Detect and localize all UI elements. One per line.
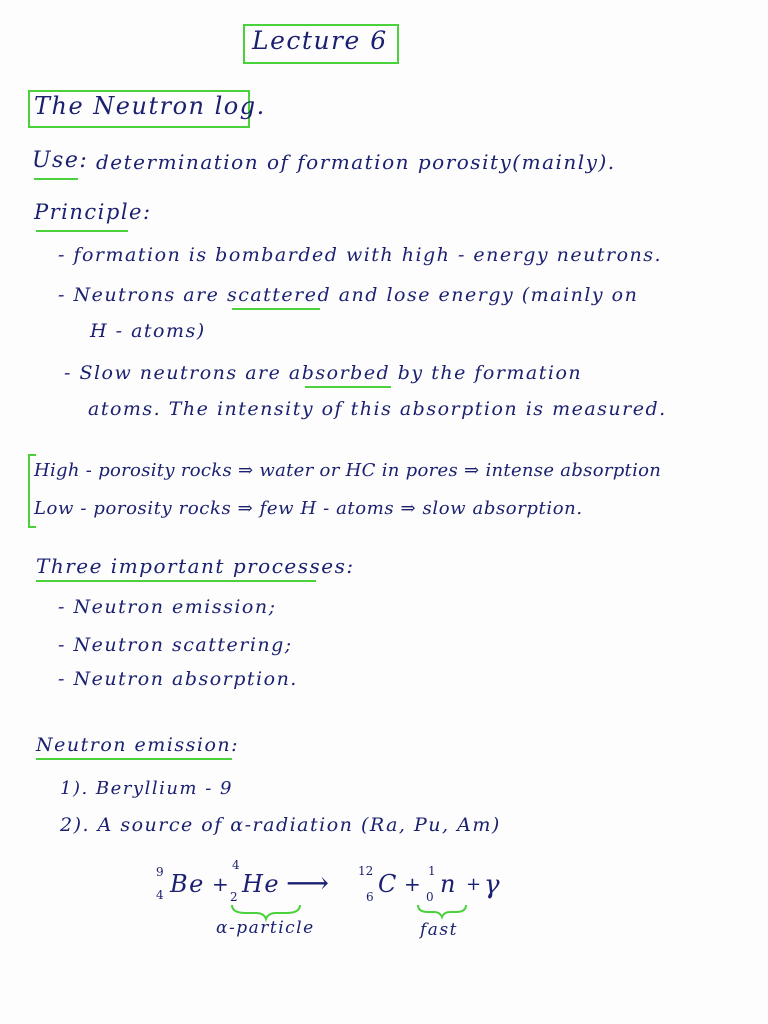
c-atomic-number: 6 — [366, 890, 374, 904]
page-title: Lecture 6 — [252, 26, 388, 55]
fast-underbrace — [418, 905, 466, 917]
principle-item-3: H - atoms) — [90, 320, 206, 342]
he-atomic-number: 2 — [230, 890, 238, 904]
plus-2: + — [404, 872, 423, 896]
alpha-underbrace — [232, 905, 300, 919]
be-atomic-number: 4 — [156, 888, 164, 902]
process-item-2: - Neutron scattering; — [58, 634, 293, 656]
emission-item-1: 1). Beryllium - 9 — [60, 778, 233, 799]
emission-underline — [36, 758, 232, 760]
n-mass-number: 1 — [428, 864, 436, 878]
principle-label: Principle: — [34, 200, 152, 224]
principle-item-5: atoms. The intensity of this absorption is measured. — [88, 398, 667, 420]
reaction-arrow: ⟶ — [286, 866, 330, 901]
principle-item-1: - formation is bombarded with high - energy neutrons. — [58, 244, 663, 266]
processes-underline — [36, 580, 316, 582]
principle-underline — [36, 230, 128, 232]
he-symbol: He — [242, 870, 281, 898]
porosity-note-low: Low - porosity rocks ⇒ few H - atoms ⇒ slow absorption. — [34, 498, 583, 519]
gamma-symbol: γ — [484, 870, 502, 900]
process-item-3: - Neutron absorption. — [58, 668, 298, 690]
process-item-1: - Neutron emission; — [58, 596, 277, 618]
alpha-particle-note: α-particle — [216, 918, 315, 938]
emission-item-2: 2). A source of α-radiation (Ra, Pu, Am) — [60, 814, 501, 836]
plus-1: + — [212, 872, 231, 896]
c-mass-number: 12 — [358, 864, 374, 878]
fast-note: fast — [420, 920, 458, 940]
use-text: determination of formation porosity(mainly). — [96, 150, 616, 174]
principle-item-4: - Slow neutrons are absorbed by the formation — [64, 362, 583, 384]
n-atomic-number: 0 — [426, 890, 434, 904]
he-mass-number: 4 — [232, 858, 240, 872]
porosity-note-high: High - porosity rocks ⇒ water or HC in pores ⇒ intense absorption — [34, 460, 662, 481]
processes-label: Three important processes: — [36, 554, 355, 578]
n-symbol: n — [440, 870, 457, 898]
be-symbol: Be — [170, 870, 205, 898]
section-heading: The Neutron log. — [34, 92, 266, 120]
be-mass-number: 9 — [156, 865, 164, 879]
c-symbol: C — [378, 870, 398, 898]
use-label: Use: — [32, 148, 89, 173]
scattered-underline — [232, 308, 320, 310]
absorbed-underline — [305, 386, 391, 388]
emission-label: Neutron emission: — [36, 734, 240, 756]
use-underline — [34, 178, 78, 180]
plus-3: + — [466, 874, 483, 895]
principle-item-2: - Neutrons are scattered and lose energy (mainly on — [58, 284, 639, 306]
